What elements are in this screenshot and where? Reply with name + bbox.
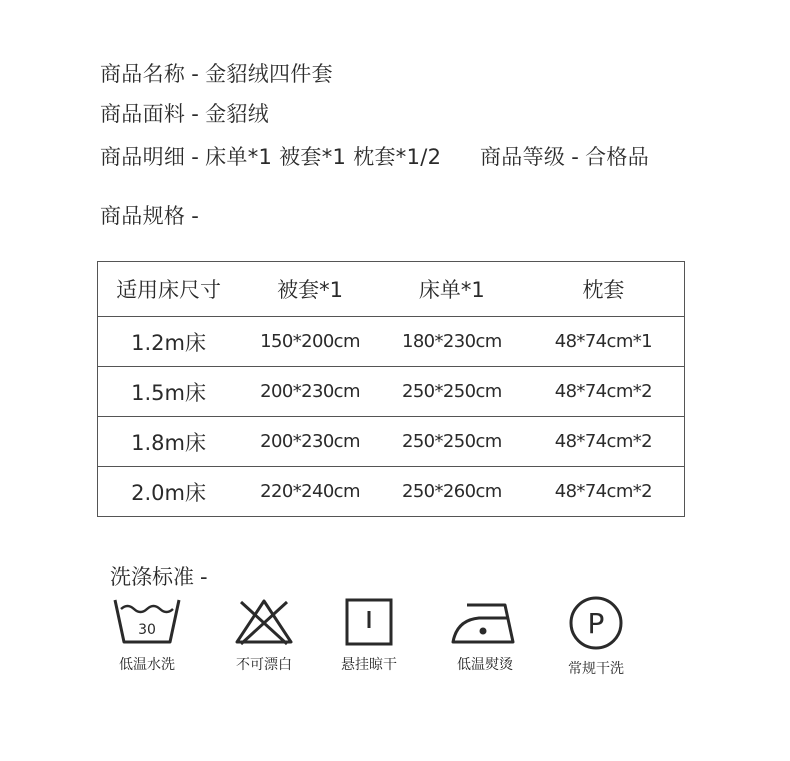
product-grade-line bbox=[480, 141, 649, 171]
product-fabric-value: 金貂绒 bbox=[205, 102, 269, 126]
no-bleach-icon bbox=[231, 596, 297, 648]
care-label: 低温熨烫 bbox=[457, 657, 513, 673]
product-name-line bbox=[100, 58, 333, 88]
cell-pillowcase: 48*74cm*2 bbox=[523, 417, 685, 467]
header-pillowcase: 枕套 bbox=[523, 262, 685, 317]
cell-bed-sheet: 250*250cm bbox=[381, 367, 523, 417]
product-spec-label: 商品规格 bbox=[100, 204, 186, 228]
header-bed-sheet: 床单*1 bbox=[381, 262, 523, 317]
product-name-label: 商品名称 bbox=[100, 62, 186, 86]
care-item-hang-dry bbox=[319, 596, 419, 674]
low-iron-icon bbox=[449, 596, 521, 648]
cell-bed-size: 1.8m床 bbox=[98, 417, 240, 467]
table-row bbox=[98, 317, 685, 367]
care-item-dry-clean bbox=[546, 596, 646, 678]
size-spec-table bbox=[97, 261, 685, 517]
separator: - bbox=[191, 204, 200, 228]
separator: - bbox=[200, 565, 208, 589]
cell-bed-sheet: 250*250cm bbox=[381, 417, 523, 467]
cell-duvet-cover: 220*240cm bbox=[239, 467, 381, 517]
care-label: 常规干洗 bbox=[568, 661, 624, 677]
care-item-wash bbox=[97, 596, 197, 674]
cell-duvet-cover: 200*230cm bbox=[239, 367, 381, 417]
cell-pillowcase: 48*74cm*1 bbox=[523, 317, 685, 367]
product-detail-label: 商品明细 bbox=[100, 145, 186, 169]
product-fabric-label: 商品面料 bbox=[100, 102, 186, 126]
wash-temp-text: 30 bbox=[138, 622, 156, 638]
cell-bed-sheet: 180*230cm bbox=[381, 317, 523, 367]
cell-bed-size: 1.2m床 bbox=[98, 317, 240, 367]
table-row bbox=[98, 367, 685, 417]
care-item-no-bleach bbox=[214, 596, 314, 674]
header-bed-size: 适用床尺寸 bbox=[98, 262, 240, 317]
table-header-row bbox=[98, 262, 685, 317]
header-duvet-cover: 被套*1 bbox=[239, 262, 381, 317]
product-detail-line bbox=[100, 141, 441, 171]
wash-30-icon bbox=[111, 596, 183, 648]
cell-duvet-cover: 150*200cm bbox=[239, 317, 381, 367]
cell-bed-size: 2.0m床 bbox=[98, 467, 240, 517]
dry-clean-p-icon bbox=[567, 596, 625, 652]
cell-bed-size: 1.5m床 bbox=[98, 367, 240, 417]
care-label: 不可漂白 bbox=[236, 657, 292, 673]
cell-duvet-cover: 200*230cm bbox=[239, 417, 381, 467]
care-title bbox=[110, 561, 214, 591]
care-title-label: 洗涤标准 bbox=[110, 565, 194, 589]
hang-dry-icon bbox=[343, 596, 395, 648]
separator: - bbox=[191, 62, 200, 86]
care-label: 低温水洗 bbox=[119, 657, 175, 673]
product-name-value: 金貂绒四件套 bbox=[205, 62, 333, 86]
table-row bbox=[98, 467, 685, 517]
product-detail-value: 床单*1 被套*1 枕套*1/2 bbox=[205, 145, 442, 169]
product-grade-value: 合格品 bbox=[585, 145, 649, 169]
product-fabric-line bbox=[100, 98, 269, 128]
cell-pillowcase: 48*74cm*2 bbox=[523, 467, 685, 517]
table-row bbox=[98, 417, 685, 467]
separator: - bbox=[191, 145, 200, 169]
product-spec-line bbox=[100, 200, 205, 230]
care-label: 悬挂晾干 bbox=[341, 657, 397, 673]
separator: - bbox=[571, 145, 580, 169]
care-item-low-iron bbox=[435, 596, 535, 674]
product-grade-label: 商品等级 bbox=[480, 145, 566, 169]
cell-pillowcase: 48*74cm*2 bbox=[523, 367, 685, 417]
separator: - bbox=[191, 102, 200, 126]
dry-clean-letter: P bbox=[587, 607, 605, 640]
cell-bed-sheet: 250*260cm bbox=[381, 467, 523, 517]
